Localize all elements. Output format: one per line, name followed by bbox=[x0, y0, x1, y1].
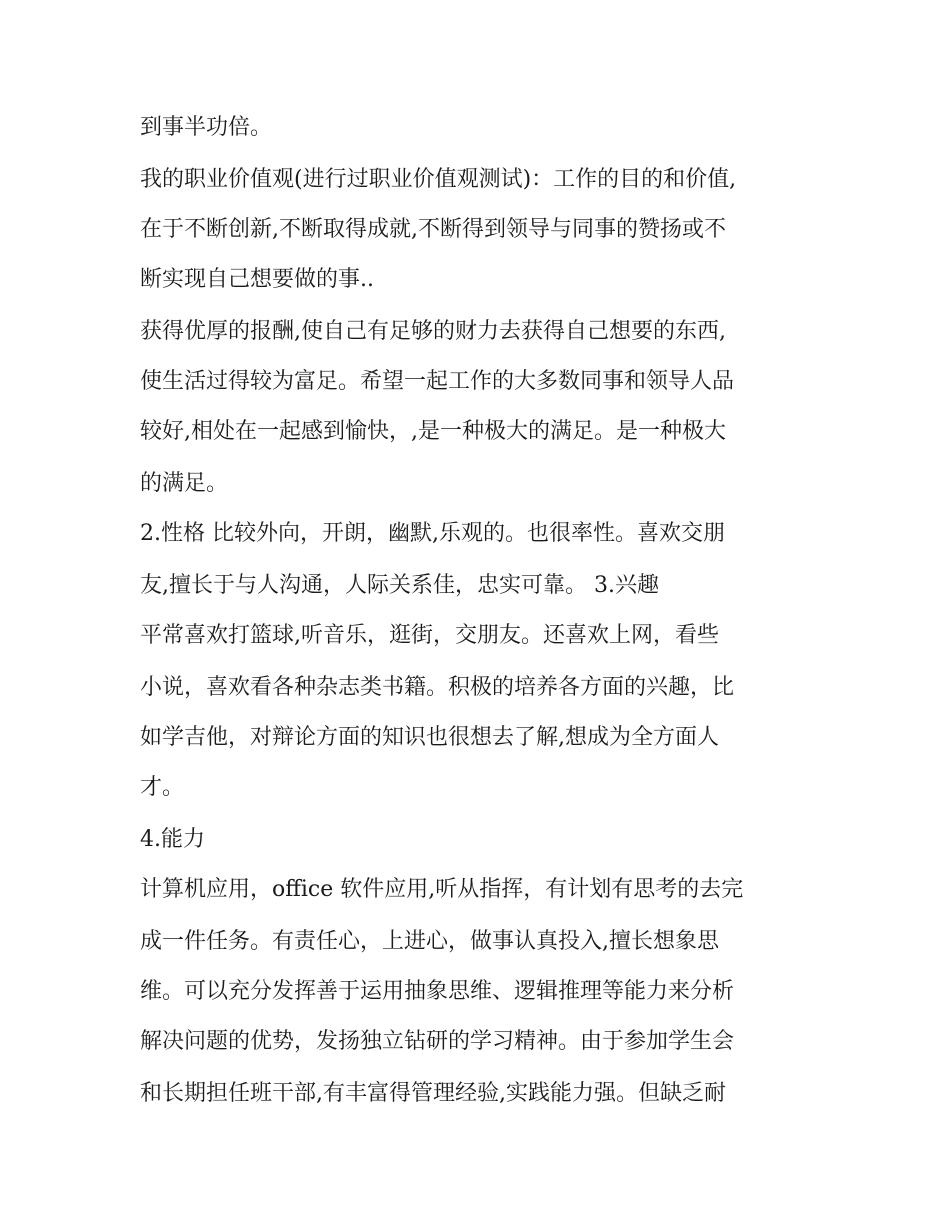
text-line: 友,擅长于与人沟通，人际关系佳，忠实可靠。 3.兴趣 bbox=[140, 573, 659, 598]
text-line: 平常喜欢打篮球,听音乐，逛街，交朋友。还喜欢上网，看些 bbox=[140, 623, 719, 648]
text-line: 较好,相处在一起感到愉快，,是一种极大的满足。是一种极大 bbox=[140, 419, 726, 444]
text-line: 2.性格 比较外向，开朗，幽默,乐观的。也很率性。喜欢交朋 bbox=[140, 521, 725, 546]
text-line: 才。 bbox=[140, 775, 185, 800]
text-line: 我的职业价值观(进行过职业价值观测试)：工作的目的和价值, bbox=[140, 167, 737, 192]
text-line: 维。可以充分发挥善于运用抽象思维、逻辑推理等能力来分析 bbox=[140, 979, 735, 1004]
text-line: 获得优厚的报酬,使自己有足够的财力去获得自己想要的东西, bbox=[140, 319, 726, 344]
text-line: 到事半功倍。 bbox=[140, 115, 273, 140]
text-line: 和长期担任班干部,有丰富得管理经验,实践能力强。但缺乏耐 bbox=[140, 1081, 726, 1106]
text-line: 解决问题的优势，发扬独立钻研的学习精神。由于参加学生会 bbox=[140, 1029, 735, 1054]
text-line: 4.能力 bbox=[140, 827, 205, 852]
text-line: 的满足。 bbox=[140, 471, 229, 496]
text-line: 成一件任务。有责任心，上进心，做事认真投入,擅长想象思 bbox=[140, 929, 719, 954]
text-line: 断实现自己想要做的事.. bbox=[140, 267, 374, 292]
text-line: 小说，喜欢看各种杂志类书籍。积极的培养各方面的兴趣，比 bbox=[140, 675, 735, 700]
text-line: 在于不断创新,不断取得成就,不断得到领导与同事的赞扬或不 bbox=[140, 217, 726, 242]
text-line: 如学吉他，对辩论方面的知识也很想去了解,想成为全方面人 bbox=[140, 725, 719, 750]
text-line: 计算机应用，office 软件应用,听从指挥，有计划有思考的去完 bbox=[140, 877, 744, 902]
text-line: 使生活过得较为富足。希望一起工作的大多数同事和领导人品 bbox=[140, 369, 735, 394]
